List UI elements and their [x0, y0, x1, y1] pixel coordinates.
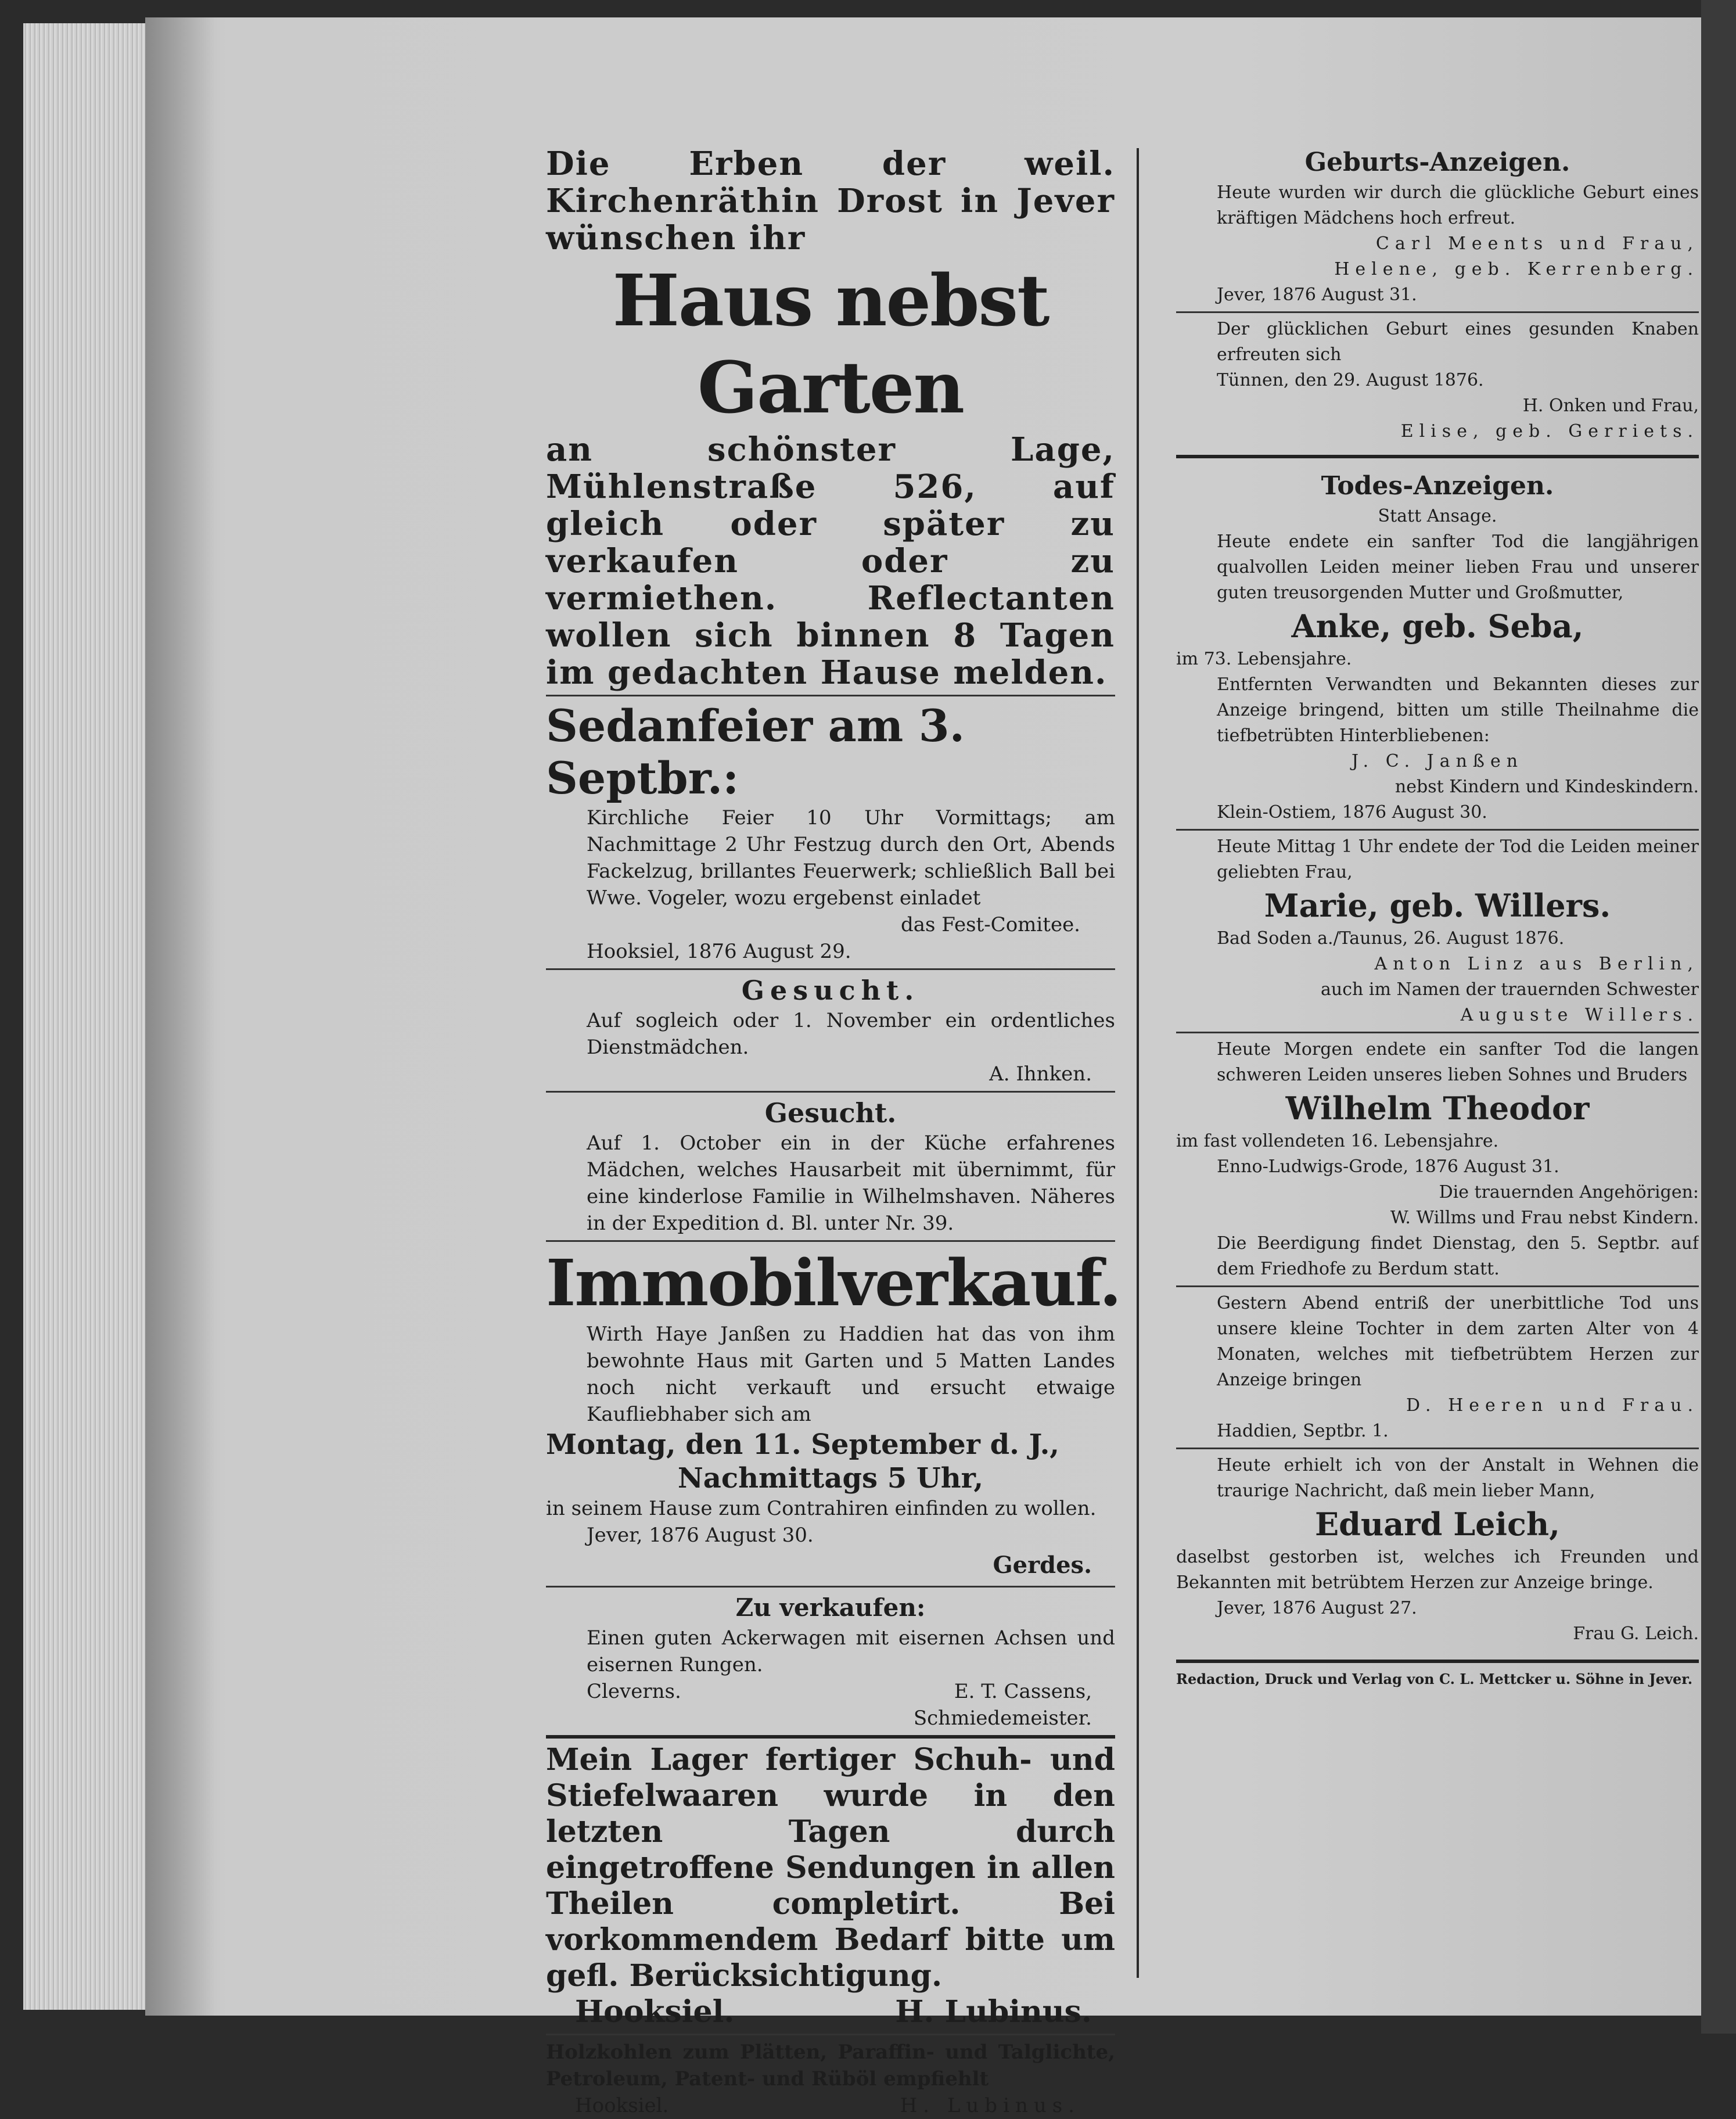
next-page-edge	[1701, 0, 1736, 2034]
todes-title: Todes-Anzeigen.	[1321, 471, 1554, 501]
verkaufen-body: Einen guten Ackerwagen mit eisernen Achsen und eisernen Rungen.	[587, 1626, 1115, 1676]
todes-ad1-sig2: nebst Kindern und Kindeskindern.	[1394, 777, 1699, 797]
lager-body: Mein Lager fertiger Schuh- und Stiefelwaaren wurde in den letzten Tagen durch eingetroffene Sendungen in allen Theilen completirt. Bei vorkommendem Bedarf bitte um gefl. Berücksichtigung.	[546, 1742, 1115, 1994]
right-column	[1176, 145, 1699, 1992]
verkaufen-signature-title: Schmiedemeister.	[913, 1707, 1092, 1730]
todes-ad2-body: Heute Mittag 1 Uhr endete der Tod die Leiden meiner geliebten Frau,	[1217, 836, 1699, 882]
todes-ad1-age: im 73. Lebensjahre.	[1176, 649, 1352, 669]
todes-ad5-sig: Frau G. Leich.	[1573, 1624, 1699, 1644]
verkaufen-signature-name: E. T. Cassens,	[954, 1680, 1092, 1703]
birth-notice-onken	[1176, 317, 1699, 444]
divider	[546, 2034, 1115, 2035]
haus-body: an schönster Lage, Mühlenstraße 526, auf gleich oder später zu verkaufen oder zu vermiethen. Reflectanten wollen sich binnen 8 Tagen im gedachten Hause melden.	[546, 430, 1115, 692]
gesucht1-signature: A. Ihnken.	[989, 1062, 1092, 1086]
geburts-title: Geburts-Anzeigen.	[1304, 148, 1570, 177]
holzkohlen-body: Holzkohlen zum Plätten, Paraffin- und Talglichte, Petroleum, Patent- und Rüböl empfiehlt	[546, 2041, 1115, 2091]
imprint: Redaction, Druck und Verlag von C. L. Mettcker u. Söhne in Jever.	[1176, 1671, 1693, 1687]
divider	[546, 1091, 1115, 1093]
verkaufen-headline: Zu verkaufen:	[735, 1593, 926, 1622]
todes-ad1-date: Klein-Ostiem, 1876 August 30.	[1217, 802, 1487, 823]
ad-schuhlager	[546, 1742, 1115, 2030]
haus-headline: Haus nebst Garten	[612, 258, 1049, 429]
todes-ad3-body2: Die Beerdigung findet Dienstag, den 5. Septbr. auf dem Friedhofe zu Berdum statt.	[1217, 1233, 1699, 1279]
todes-ad3-date: Enno-Ludwigs-Grode, 1876 August 31.	[1217, 1157, 1559, 1177]
todes-ad1-name: Anke, geb. Seba,	[1291, 608, 1584, 645]
sedan-place-date: Hooksiel, 1876 August 29.	[587, 940, 851, 963]
death-notice-wilhelm	[1176, 1037, 1699, 1282]
divider	[1176, 455, 1699, 458]
spine-shadow	[145, 17, 215, 2016]
todes-ad5-date: Jever, 1876 August 27.	[1217, 1598, 1417, 1618]
todes-ad2-sig3: Auguste Willers.	[1460, 1005, 1699, 1025]
divider	[546, 1586, 1115, 1588]
ad-zu-verkaufen	[546, 1591, 1115, 1732]
divider	[1176, 1448, 1699, 1449]
gesucht1-headline: Gesucht.	[741, 975, 920, 1006]
ad-immobilverkauf	[546, 1245, 1121, 1582]
divider	[1176, 1032, 1699, 1033]
ad-holzkohlen	[546, 2039, 1115, 2119]
sedan-headline: Sedanfeier am 3. Septbr.:	[546, 700, 965, 804]
todes-ad4-body: Gestern Abend entriß der unerbittliche Tod uns unsere kleine Tochter in dem zarten Alter von 4 Monaten, welches mit tiefbetrübtem Herzen zur Anzeige bringen	[1217, 1293, 1699, 1390]
todes-ad2-date: Bad Soden a./Taunus, 26. August 1876.	[1217, 928, 1565, 949]
birth-notice-meents	[1176, 180, 1699, 308]
haus-intro: Die Erben der weil. Kirchenräthin Drost in Jever wünschen ihr	[546, 145, 1115, 257]
todes-ad3-name: Wilhelm Theodor	[1285, 1090, 1590, 1127]
todes-ad5-name: Eduard Leich,	[1315, 1506, 1560, 1543]
ad-sedanfeier	[546, 700, 1115, 965]
holzkohlen-place: Hooksiel.	[575, 2094, 669, 2117]
book-page-edges	[23, 23, 146, 2010]
immobil-headline: Immobilverkauf.	[546, 1245, 1121, 1320]
death-notice-seba	[1176, 504, 1699, 825]
divider	[546, 1240, 1115, 1242]
gesucht2-headline: Gesucht.	[764, 1097, 897, 1129]
todes-ad3-age: im fast vollendeten 16. Lebensjahre.	[1176, 1131, 1499, 1151]
todes-ad4-sig: D. Heeren und Frau.	[1406, 1395, 1699, 1416]
geburts-ad2-sig1: H. Onken und Frau,	[1522, 396, 1699, 416]
todes-ad2-name: Marie, geb. Willers.	[1264, 887, 1611, 924]
holzkohlen-signature: H. Lubinus.	[900, 2094, 1080, 2117]
immobil-place-date: Jever, 1876 August 30.	[587, 1524, 814, 1547]
gesucht1-body: Auf sogleich oder 1. November ein ordentliches Dienstmädchen.	[587, 1009, 1115, 1059]
divider	[1176, 1660, 1699, 1663]
todes-ad1-body2: Entfernten Verwandten und Bekannten dieses zur Anzeige bringend, bitten um stille Theilnahme die tiefbetrübten Hinterbliebenen:	[1217, 674, 1699, 746]
todes-ad3-sig1: Die trauernden Angehörigen:	[1439, 1182, 1699, 1202]
immobil-date-line: Montag, den 11. September d. J.,	[546, 1428, 1059, 1461]
todes-ad3-body: Heute Morgen endete ein sanfter Tod die langen schweren Leiden unseres lieben Sohnes und Bruders	[1217, 1039, 1699, 1085]
geburts-ad2-sig2: Elise, geb. Gerriets.	[1400, 421, 1699, 441]
geburts-ad1-sig1: Carl Meents und Frau,	[1375, 234, 1699, 254]
death-notice-heeren	[1176, 1291, 1699, 1444]
geburts-ad1-body: Heute wurden wir durch die glückliche Geburt eines kräftigen Mädchens hoch erfreut.	[1217, 182, 1699, 228]
todes-ad4-date: Haddien, Septbr. 1.	[1217, 1421, 1389, 1441]
immobil-body2: in seinem Hause zum Contrahiren einfinden zu wollen.	[546, 1497, 1097, 1520]
divider	[546, 968, 1115, 970]
sedan-body: Kirchliche Feier 10 Uhr Vormittags; am Nachmittage 2 Uhr Festzug durch den Ort, Abends Fackelzug, brillantes Feuerwerk; schließlich Ball bei Wwe. Vogeler, wozu ergebenst einladet	[587, 806, 1115, 910]
death-notice-leich	[1176, 1453, 1699, 1647]
todes-ad2-sig1: Anton Linz aus Berlin,	[1374, 954, 1699, 974]
ad-gesucht-dienstmaedchen	[546, 974, 1115, 1087]
divider	[546, 1735, 1115, 1739]
todes-ad2-sig2: auch im Namen der trauernden Schwester	[1321, 979, 1699, 1000]
immobil-signature: Gerdes.	[993, 1551, 1092, 1579]
todes-ad5-body2: daselbst gestorben ist, welches ich Freunden und Bekannten mit betrübtem Herzen zur Anzeige bringe.	[1176, 1547, 1699, 1593]
lager-place: Hooksiel.	[575, 1994, 735, 2030]
gesucht2-body: Auf 1. October ein in der Küche erfahrenes Mädchen, welches Hausarbeit mit übernimmt, für eine kinderlose Familie in Wilhelmshaven. Näheres in der Expedition d. Bl. unter Nr. 39.	[587, 1132, 1115, 1235]
immobil-time-line: Nachmittags 5 Uhr,	[677, 1462, 984, 1495]
lager-signature: H. Lubinus.	[895, 1994, 1092, 2030]
divider	[1176, 1285, 1699, 1287]
sedan-signature: das Fest-Comitee.	[900, 913, 1080, 936]
divider	[1176, 829, 1699, 831]
geburts-ad2-body: Der glücklichen Geburt eines gesunden Knaben erfreuten sich	[1217, 319, 1699, 365]
geburts-ad2-date: Tünnen, den 29. August 1876.	[1217, 370, 1484, 390]
todes-ad1-sig1: J. C. Janßen	[1351, 751, 1524, 771]
todes-ad3-sig2: W. Willms und Frau nebst Kindern.	[1390, 1208, 1699, 1228]
geburts-ad1-sig2: Helene, geb. Kerrenberg.	[1334, 259, 1699, 279]
divider	[546, 695, 1115, 696]
todes-ad1-body: Heute endete ein sanfter Tod die langjährigen qualvollen Leiden meiner lieben Frau und unserer guten treusorgenden Mutter und Großmutter,	[1217, 531, 1699, 603]
divider	[1176, 311, 1699, 313]
todes-ad5-body: Heute erhielt ich von der Anstalt in Wehnen die traurige Nachricht, daß mein lieber Mann,	[1217, 1455, 1699, 1501]
left-column	[546, 145, 1121, 2117]
ad-haus-nebst-garten	[546, 145, 1115, 691]
ad-gesucht-maedchen	[546, 1096, 1115, 1237]
todes-ad1-pre: Statt Ansage.	[1378, 506, 1497, 526]
column-rule	[1137, 148, 1139, 1978]
geburts-ad1-date: Jever, 1876 August 31.	[1217, 285, 1417, 305]
verkaufen-place: Cleverns.	[587, 1680, 681, 1703]
immobil-body: Wirth Haye Janßen zu Haddien hat das von ihm bewohnte Haus mit Garten und 5 Matten Landes noch nicht verkauft und ersucht etwaige Kaufliebhaber sich am	[587, 1323, 1115, 1426]
death-notice-willers	[1176, 834, 1699, 1028]
